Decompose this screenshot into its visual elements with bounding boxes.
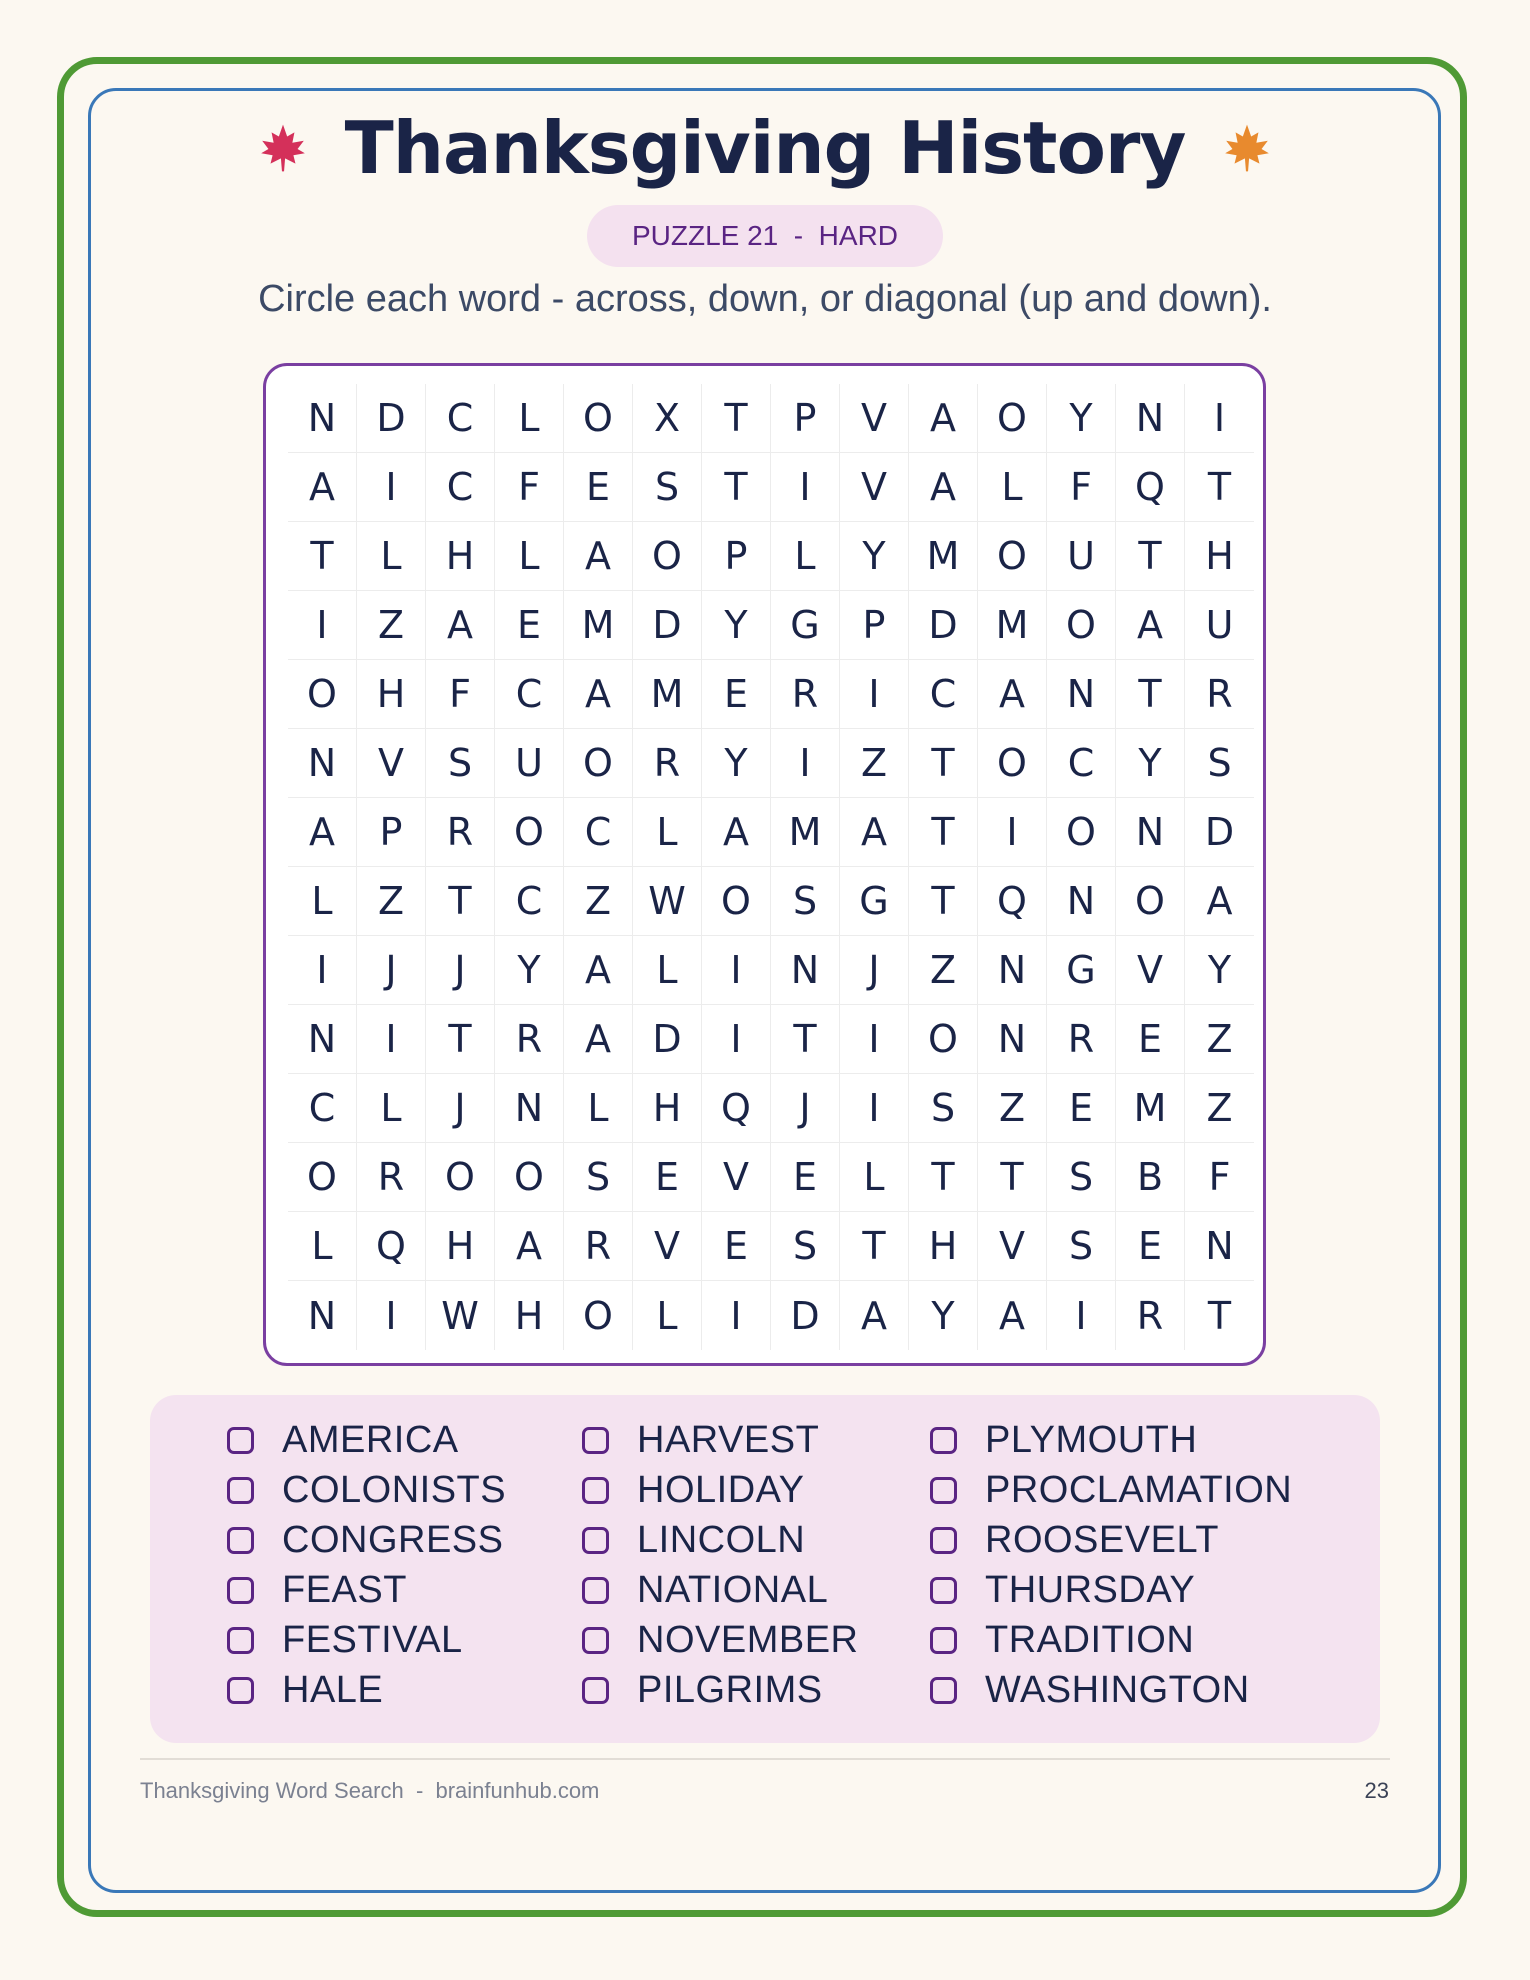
grid-letter[interactable]: F [1047,453,1116,522]
grid-letter[interactable]: O [1116,867,1185,936]
instructions: Circle each word - across, down, or diagonal (up and down). [258,278,1272,320]
grid-letter[interactable]: M [1116,1074,1185,1143]
grid-letter[interactable]: N [495,1074,564,1143]
grid-letter[interactable]: C [495,660,564,729]
grid-letter[interactable]: R [1047,1005,1116,1074]
grid-letter[interactable]: Y [495,936,564,1005]
grid-letter[interactable]: M [909,522,978,591]
footer-divider [140,1758,1390,1760]
word-list-item [582,1615,858,1665]
word-label: NOVEMBER [637,1618,859,1661]
letter-grid [288,384,1254,1350]
grid-letter[interactable]: Z [840,729,909,798]
grid-letter[interactable]: M [633,660,702,729]
grid-letter[interactable]: T [702,384,771,453]
grid-letter[interactable]: L [495,522,564,591]
grid-letter[interactable]: T [909,1143,978,1212]
grid-letter[interactable]: T [909,798,978,867]
grid-letter[interactable]: O [978,384,1047,453]
checkbox[interactable] [582,1527,609,1554]
grid-letter[interactable]: L [357,1074,426,1143]
grid-letter[interactable]: H [426,522,495,591]
grid-letter[interactable]: M [771,798,840,867]
grid-letter[interactable]: L [633,1281,702,1350]
checkbox[interactable] [227,1427,254,1454]
grid-letter[interactable]: T [771,1005,840,1074]
grid-letter[interactable]: O [909,1005,978,1074]
grid-letter[interactable]: T [1185,453,1254,522]
maple-leaf-icon [1221,122,1273,174]
grid-letter[interactable]: D [909,591,978,660]
grid-letter[interactable]: A [426,591,495,660]
word-list-item [930,1465,1292,1515]
word-label: PROCLAMATION [985,1468,1293,1511]
word-label: CONGRESS [282,1518,504,1561]
grid-letter[interactable]: X [633,384,702,453]
grid-letter[interactable]: L [840,1143,909,1212]
grid-letter[interactable]: I [288,936,357,1005]
word-label: WASHINGTON [985,1668,1250,1711]
grid-letter[interactable]: R [357,1143,426,1212]
checkbox[interactable] [227,1577,254,1604]
word-label: PILGRIMS [637,1668,823,1711]
page-title: Thanksgiving History [344,106,1186,190]
grid-letter[interactable]: Y [702,729,771,798]
grid-letter[interactable]: C [909,660,978,729]
word-list-item [582,1465,858,1515]
grid-letter[interactable]: R [771,660,840,729]
word-list-item [227,1665,506,1715]
grid-letter[interactable]: C [426,453,495,522]
grid-letter[interactable]: G [1047,936,1116,1005]
checkbox[interactable] [930,1577,957,1604]
grid-letter[interactable]: I [1047,1281,1116,1350]
grid-letter[interactable]: V [840,384,909,453]
title-row [0,98,1530,198]
grid-letter[interactable]: B [1116,1143,1185,1212]
word-list-column [582,1415,858,1715]
grid-letter[interactable]: I [357,1005,426,1074]
grid-letter[interactable]: U [495,729,564,798]
word-list-item [930,1615,1292,1665]
grid-letter[interactable]: C [564,798,633,867]
grid-letter[interactable]: H [357,660,426,729]
grid-letter[interactable]: O [288,660,357,729]
grid-letter[interactable]: I [702,936,771,1005]
word-label: HOLIDAY [637,1468,805,1511]
grid-letter[interactable]: N [1047,867,1116,936]
grid-letter[interactable]: Y [702,591,771,660]
grid-letter[interactable]: A [978,660,1047,729]
grid-letter[interactable]: O [978,522,1047,591]
word-list-item [930,1415,1292,1465]
grid-letter[interactable]: N [288,384,357,453]
grid-letter[interactable]: R [1185,660,1254,729]
grid-letter[interactable]: L [633,936,702,1005]
grid-letter[interactable]: I [771,453,840,522]
grid-letter[interactable]: E [495,591,564,660]
grid-letter[interactable]: H [426,1212,495,1281]
grid-letter[interactable]: Z [1185,1005,1254,1074]
word-label: ROOSEVELT [985,1518,1219,1561]
grid-letter[interactable]: H [909,1212,978,1281]
grid-letter[interactable]: T [840,1212,909,1281]
grid-letter[interactable]: P [771,384,840,453]
grid-letter[interactable]: D [771,1281,840,1350]
grid-letter[interactable]: E [1047,1074,1116,1143]
grid-letter[interactable]: F [495,453,564,522]
grid-letter[interactable]: J [357,936,426,1005]
grid-letter[interactable]: T [978,1143,1047,1212]
grid-letter[interactable]: H [495,1281,564,1350]
grid-letter[interactable]: S [771,867,840,936]
word-label: COLONISTS [282,1468,507,1511]
word-list-column [227,1415,506,1715]
grid-letter[interactable]: A [978,1281,1047,1350]
grid-letter[interactable]: C [1047,729,1116,798]
grid-letter[interactable]: Y [840,522,909,591]
grid-letter[interactable]: D [1185,798,1254,867]
word-label: LINCOLN [637,1518,806,1561]
word-label: PLYMOUTH [985,1418,1198,1461]
grid-letter[interactable]: O [426,1143,495,1212]
checkbox[interactable] [582,1427,609,1454]
grid-letter[interactable]: Y [909,1281,978,1350]
grid-letter[interactable]: S [426,729,495,798]
checkbox[interactable] [930,1677,957,1704]
grid-letter[interactable]: Z [357,591,426,660]
puzzle-badge: PUZZLE 21 - HARD [587,205,943,267]
word-label: NATIONAL [637,1568,829,1611]
grid-letter[interactable]: I [771,729,840,798]
grid-letter[interactable]: T [1116,522,1185,591]
checkbox[interactable] [227,1477,254,1504]
grid-letter[interactable]: A [495,1212,564,1281]
checkbox[interactable] [582,1477,609,1504]
letter-grid-box [263,363,1266,1366]
checkbox[interactable] [582,1677,609,1704]
grid-letter[interactable]: G [771,591,840,660]
checkbox[interactable] [227,1677,254,1704]
grid-letter[interactable]: A [564,660,633,729]
grid-letter[interactable]: T [1207,1293,1232,1338]
maple-leaf-icon [257,122,309,174]
grid-letter[interactable]: L [495,384,564,453]
grid-letter[interactable]: S [1047,1143,1116,1212]
grid-letter[interactable]: N [978,936,1047,1005]
grid-letter[interactable]: L [288,867,357,936]
word-list-item [930,1515,1292,1565]
word-list-item [227,1615,506,1665]
grid-letter[interactable]: I [702,1005,771,1074]
grid-letter[interactable]: S [633,453,702,522]
grid-letter[interactable]: R [564,1212,633,1281]
grid-letter[interactable]: I [357,1281,426,1350]
grid-letter[interactable]: R [633,729,702,798]
grid-letter[interactable]: A [840,1281,909,1350]
grid-letter[interactable]: T [1116,660,1185,729]
grid-letter[interactable]: A [564,1005,633,1074]
grid-letter[interactable]: A [564,522,633,591]
grid-letter[interactable]: P [357,798,426,867]
grid-letter[interactable]: I [840,1005,909,1074]
word-label: AMERICA [282,1418,459,1461]
word-list-item [227,1515,506,1565]
grid-letter[interactable]: Q [357,1212,426,1281]
grid-letter[interactable]: V [1116,936,1185,1005]
word-list-panel [150,1395,1380,1743]
grid-letter[interactable]: C [288,1074,357,1143]
grid-letter[interactable]: M [978,591,1047,660]
grid-letter[interactable]: I [840,660,909,729]
grid-letter[interactable]: E [564,453,633,522]
grid-letter[interactable]: E [702,1212,771,1281]
grid-letter[interactable]: L [564,1074,633,1143]
grid-letter[interactable]: Z [909,936,978,1005]
grid-letter[interactable]: D [357,384,426,453]
grid-letter[interactable]: S [909,1074,978,1143]
grid-letter[interactable]: M [564,591,633,660]
grid-letter[interactable]: N [1185,1212,1254,1281]
word-list-item [582,1565,858,1615]
grid-letter[interactable]: D [633,591,702,660]
grid-letter[interactable]: I [840,1074,909,1143]
grid-letter[interactable]: S [1185,729,1254,798]
grid-letter[interactable]: U [1047,522,1116,591]
grid-letter[interactable]: V [357,729,426,798]
grid-letter[interactable]: E [771,1143,840,1212]
grid-letter[interactable]: Z [357,867,426,936]
checkbox[interactable] [227,1527,254,1554]
grid-letter[interactable]: H [633,1074,702,1143]
word-list-item [227,1415,506,1465]
grid-letter[interactable]: A [1116,591,1185,660]
grid-letter[interactable]: O [495,1143,564,1212]
grid-letter[interactable]: N [978,1005,1047,1074]
grid-letter[interactable]: V [978,1212,1047,1281]
grid-letter[interactable]: I [702,1281,771,1350]
grid-letter[interactable]: N [1116,384,1185,453]
grid-letter[interactable]: F [426,660,495,729]
grid-letter[interactable]: J [426,1074,495,1143]
grid-letter[interactable]: I [357,453,426,522]
checkbox[interactable] [582,1577,609,1604]
grid-letter[interactable]: V [633,1212,702,1281]
checkbox[interactable] [582,1627,609,1654]
grid-letter[interactable]: N [1047,660,1116,729]
word-label: HARVEST [637,1418,820,1461]
grid-letter[interactable]: E [633,1143,702,1212]
grid-letter[interactable]: O [564,729,633,798]
word-label: FEAST [282,1568,407,1611]
grid-letter[interactable]: V [840,453,909,522]
grid-letter[interactable]: C [426,384,495,453]
grid-letter[interactable]: J [426,936,495,1005]
grid-letter[interactable]: A [909,453,978,522]
grid-letter[interactable]: A [288,798,357,867]
grid-letter[interactable]: A [564,936,633,1005]
grid-letter[interactable]: T [702,453,771,522]
grid-letter[interactable]: S [771,1212,840,1281]
word-list-item [227,1465,506,1515]
grid-letter[interactable]: R [495,1005,564,1074]
checkbox[interactable] [930,1427,957,1454]
grid-letter[interactable]: H [1185,522,1254,591]
checkbox[interactable] [227,1627,254,1654]
grid-letter[interactable]: Y [1185,936,1254,1005]
grid-letter[interactable]: O [564,384,633,453]
grid-letter[interactable]: T [426,867,495,936]
grid-letter[interactable]: O [288,1143,357,1212]
grid-letter[interactable]: D [633,1005,702,1074]
grid-letter[interactable]: O [702,867,771,936]
grid-letter[interactable]: C [495,867,564,936]
grid-letter[interactable]: Q [978,867,1047,936]
word-list-item [930,1665,1292,1715]
grid-letter[interactable]: O [1047,798,1116,867]
grid-letter[interactable]: Q [1116,453,1185,522]
word-list-item [582,1515,858,1565]
grid-letter[interactable]: T [288,522,357,591]
word-list-item [582,1415,858,1465]
grid-letter[interactable]: R [1116,1281,1185,1350]
grid-letter[interactable]: Z [978,1074,1047,1143]
grid-letter[interactable]: F [1185,1143,1254,1212]
grid-letter[interactable]: I [978,798,1047,867]
grid-letter[interactable]: Z [1185,1074,1254,1143]
grid-letter[interactable]: E [702,660,771,729]
word-list-item [930,1565,1292,1615]
grid-letter[interactable]: Q [702,1074,771,1143]
grid-letter[interactable]: P [840,591,909,660]
grid-letter[interactable]: E [1116,1212,1185,1281]
grid-letter[interactable]: W [633,867,702,936]
checkbox[interactable] [930,1477,957,1504]
grid-letter[interactable]: O [633,522,702,591]
grid-letter[interactable]: O [495,798,564,867]
grid-letter[interactable]: L [357,522,426,591]
grid-letter[interactable]: N [288,1281,357,1350]
grid-letter[interactable]: O [564,1281,633,1350]
grid-letter[interactable]: O [978,729,1047,798]
grid-letter[interactable]: W [426,1281,495,1350]
grid-letter[interactable]: Y [1116,729,1185,798]
grid-letter[interactable]: O [1047,591,1116,660]
footer-text: Thanksgiving Word Search - brainfunhub.com [140,1778,600,1803]
grid-letter[interactable]: N [1116,798,1185,867]
grid-letter[interactable]: I [1185,384,1254,453]
grid-letter[interactable]: R [426,798,495,867]
word-list-column [930,1415,1292,1715]
grid-letter[interactable]: Z [564,867,633,936]
grid-letter[interactable]: V [702,1143,771,1212]
grid-letter[interactable]: T [909,867,978,936]
grid-letter[interactable]: A [909,384,978,453]
grid-letter[interactable]: S [1047,1212,1116,1281]
grid-letter[interactable]: L [978,453,1047,522]
grid-letter[interactable]: N [288,729,357,798]
grid-letter[interactable]: L [771,522,840,591]
grid-letter[interactable]: A [702,798,771,867]
grid-letter[interactable]: N [771,936,840,1005]
grid-letter[interactable]: A [288,453,357,522]
word-list-item [227,1565,506,1615]
grid-letter[interactable]: G [840,867,909,936]
grid-letter[interactable]: L [633,798,702,867]
grid-letter[interactable]: Y [1047,384,1116,453]
grid-letter[interactable]: A [840,798,909,867]
grid-letter[interactable]: L [288,1212,357,1281]
word-label: HALE [282,1668,384,1711]
grid-letter[interactable]: U [1185,591,1254,660]
grid-letter[interactable]: J [840,936,909,1005]
grid-letter[interactable]: A [1185,867,1254,936]
grid-letter[interactable]: S [564,1143,633,1212]
word-label: THURSDAY [985,1568,1196,1611]
grid-letter[interactable]: P [702,522,771,591]
grid-letter[interactable]: N [288,1005,357,1074]
grid-letter[interactable]: E [1116,1005,1185,1074]
word-list-item [582,1665,858,1715]
grid-letter[interactable]: J [771,1074,840,1143]
grid-letter[interactable]: T [426,1005,495,1074]
word-label: TRADITION [985,1618,1195,1661]
page-number: 23 [1364,1778,1389,1803]
grid-letter[interactable]: T [909,729,978,798]
checkbox[interactable] [930,1627,957,1654]
checkbox[interactable] [930,1527,957,1554]
word-label: FESTIVAL [282,1618,463,1661]
grid-letter[interactable]: I [288,591,357,660]
